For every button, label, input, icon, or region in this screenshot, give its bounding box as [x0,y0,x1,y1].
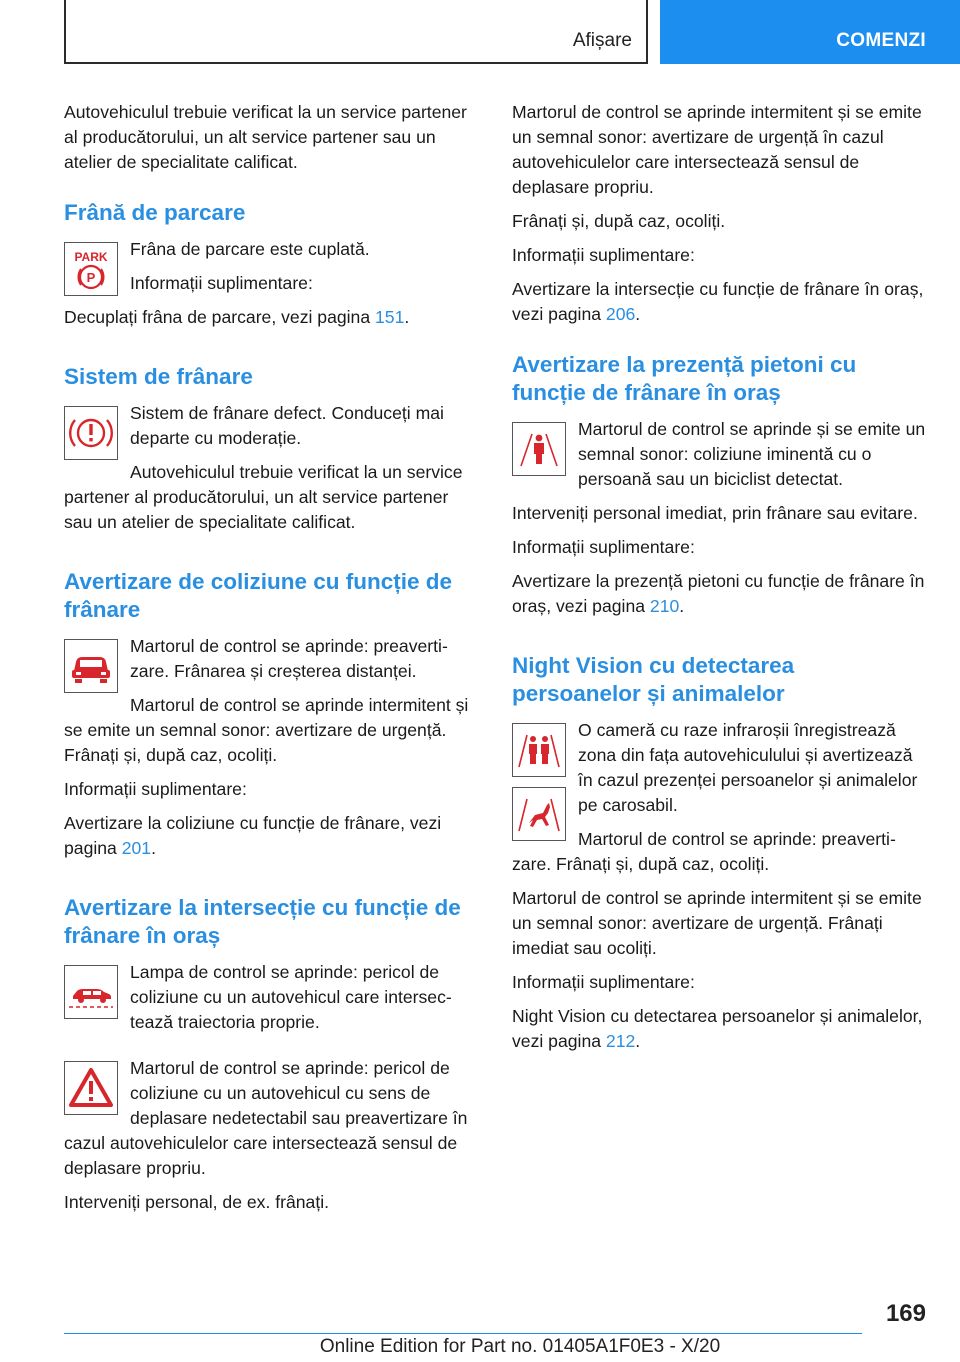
pedestrian-reference: Avertizare la prezență pietoni cu funcție de frânare în oraș, vezi pagina 210. [512,571,925,616]
page-link-212[interactable]: 212 [605,1031,636,1051]
left-column [64,100,480,1224]
night-vision-prewarning: Martorul de control se aprinde: preavertizare. Frânați și, după caz, ocoliți. [512,829,896,874]
collision-info-label: Informații suplimentare: [64,779,247,799]
intersection-action-text: Interveniți personal, de ex. frânați. [64,1192,330,1212]
page-number: 169 [885,1300,926,1327]
brake-warning-icon [64,406,118,460]
header-chapter-tab[interactable] [660,0,960,64]
page-link-151[interactable]: 151 [375,307,405,327]
footer-divider [64,1333,862,1334]
header-section-label: Afișare [572,30,632,51]
intersection-urgent-text: Martorul de control se aprinde intermitent și se emite un semnal sonor: avertizare de urgență în cazul autovehiculelor care intersectează sensul de deplasare propriu. [512,102,922,197]
park-icon-text: PARK [74,250,108,264]
park-status-text: Frâna de parcare este cuplată. [130,239,370,259]
night-vision-description: O cameră cu raze infraroșii înregistrează zona din fața autovehiculului și avertizează în cazul prezenței persoanelor și animalelor pe carosabil. [578,720,918,815]
intersection-warning-text: Martorul de control se aprinde: pericol de coliziune cu un autovehicul cu sens de deplasare nedetectabil sau preavertizare în cazul autovehiculelor care intersectează sensul de deplasare propriu. [64,1058,468,1178]
entry-intersection-warning [64,1056,480,1224]
collision-urgent-warning: Martorul de control se aprinde intermitent și se emite un semnal sonor: avertizare de urgență. Frânați și, după caz, ocoliți. [64,695,469,765]
persons-warning-icon [512,723,566,777]
pedestrian-action-text: Interveniți personal imediat, prin frânare sau evitare. [512,503,918,523]
animal-warning-icon [512,787,566,841]
brake-service-text: Autovehiculul trebuie verificat la un service partener al producătorului, un alt service partener sau un atelier de specialitate calificat. [64,462,463,532]
night-vision-icons [512,723,566,841]
park-instruction: Decuplați frâna de parcare, vezi pagina 151. [64,307,410,327]
pedestrian-warning-icon [512,422,566,476]
svg-text:P: P [86,270,96,285]
intersection-lamp-text: Lampa de control se aprinde: pericol de coliziune cu un autovehicul care intersectează traiectoria proprie. [130,962,452,1032]
pedestrian-info-label: Informații suplimentare: [512,537,695,557]
collision-prewarning: Martorul de control se aprinde: preavertizare. Frânarea și creșterea distanței. [130,636,448,681]
park-info-label: Informații suplimentare: [130,273,313,293]
page-link-210[interactable]: 210 [649,596,680,616]
night-vision-reference: Night Vision cu detectarea persoanelor și animalelor, vezi pagina 212. [512,1006,923,1051]
intersection-info-label: Informații suplimentare: [512,245,695,265]
intro-paragraph: Autovehiculul trebuie verificat la un service partener al producătorului, un alt service partener sau un atelier de specialitate calificat. [64,102,467,172]
page-link-206[interactable]: 206 [605,304,636,324]
entry-pedestrian-warning [512,417,928,628]
brake-status-text: Sistem de frânare defect. Conduceți mai departe cu moderație. [130,403,444,448]
collision-reference: Avertizare la coliziune cu funcție de frânare, vezi pagina 201. [64,813,442,858]
night-vision-info-label: Informații suplimentare: [512,972,695,992]
header-chapter-label: COMENZI [836,30,926,51]
entry-parking-brake [64,237,480,339]
entry-intersection-lamp [64,960,480,1044]
page-link-201[interactable]: 201 [121,838,152,858]
entry-night-vision [512,718,928,1063]
heading-night-vision: Night Vision cu detectarea persoanelor și animalelor [512,653,795,706]
entry-collision-warning [64,634,480,870]
car-collision-icon [64,639,118,693]
header-section-box [64,0,648,64]
right-column [512,100,928,1063]
heading-intersection-warning: Avertizare la intersecție cu funcție de frânare în oraș [64,895,461,948]
crossing-car-icon [64,965,118,1019]
intersection-brake-text: Frânați și, după caz, ocoliți. [512,211,726,231]
night-vision-urgent-warning: Martorul de control se aprinde intermitent și se emite un semnal sonor: avertizare de urgență. Frânați imediat sau ocoliți. [512,888,922,958]
pedestrian-status-text: Martorul de control se aprinde și se emite un semnal sonor: coliziune iminentă cu o persoană sau un biciclist detectat. [578,419,926,489]
heading-parking-brake: Frână de parcare [64,200,246,225]
heading-pedestrian-warning: Avertizare la prezență pietoni cu funcție de frânare în oraș [512,352,857,405]
park-brake-icon [64,242,118,296]
warning-triangle-icon [64,1061,118,1115]
entry-brake-system [64,401,480,544]
heading-brake-system: Sistem de frânare [64,364,253,389]
heading-collision-warning: Avertizare de coliziune cu funcție de frânare [64,569,453,622]
intersection-reference: Avertizare la intersecție cu funcție de frânare în oraș, vezi pagina 206. [512,279,924,324]
footer-edition: Online Edition for Part no. 01405A1F0E3 - X/20 [319,1336,721,1357]
